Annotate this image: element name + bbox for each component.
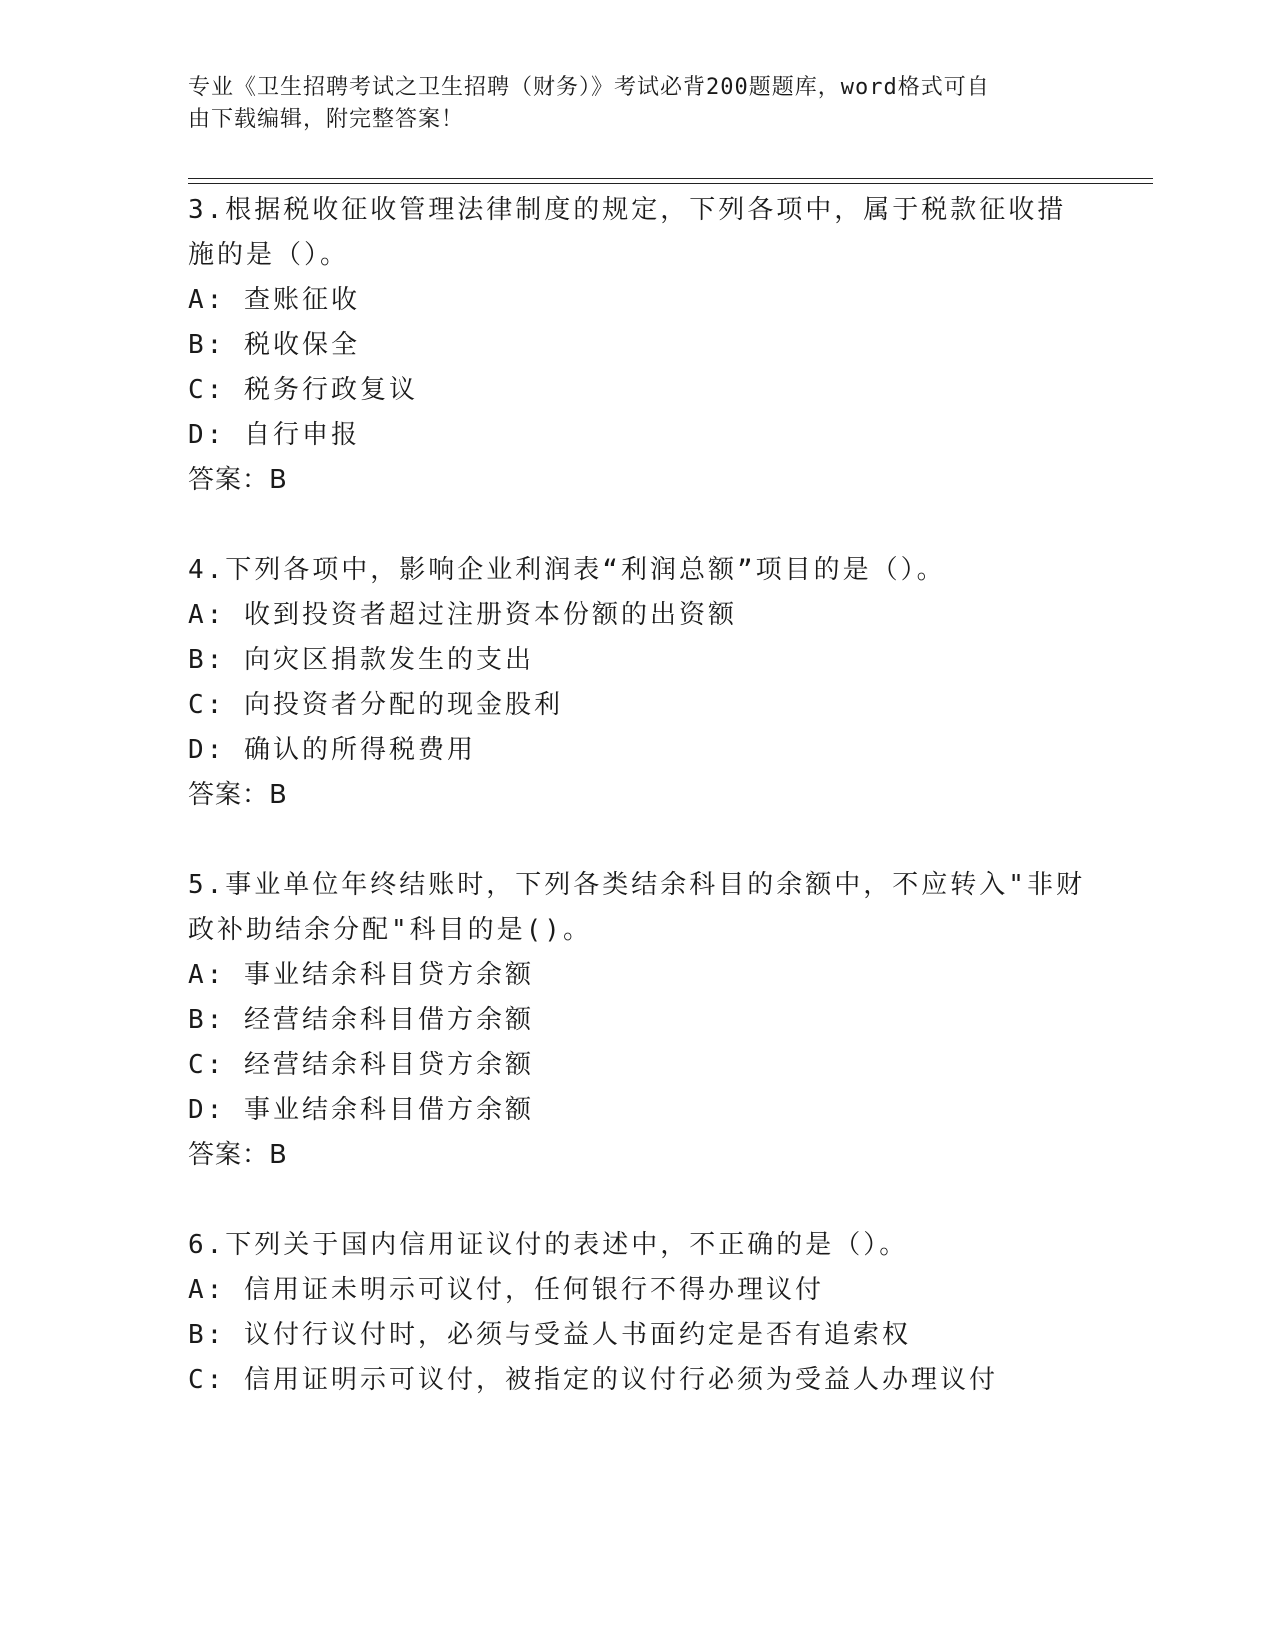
option-b: B: 经营结余科目借方余额 [188, 1005, 534, 1035]
option-b: B: 向灾区捐款发生的支出 [188, 645, 534, 675]
question-3 [188, 188, 1088, 503]
option-c: C: 信用证明示可议付，被指定的议付行必须为受益人办理议付 [188, 1365, 998, 1395]
option-b: B: 税收保全 [188, 330, 360, 360]
header-rule-bottom [188, 183, 1153, 184]
question-6 [188, 1223, 1088, 1403]
question-stem: 5.事业单位年终结账时，下列各类结余科目的余额中，不应转入"非财 [188, 870, 1085, 900]
option-a: A: 收到投资者超过注册资本份额的出资额 [188, 600, 737, 630]
question-stem-cont: 施的是（）。 [188, 240, 350, 270]
answer: 答案：B [188, 780, 288, 810]
header-rule-top [188, 178, 1153, 179]
question-5 [188, 863, 1088, 1178]
option-a: A: 查账征收 [188, 285, 360, 315]
option-d: D: 自行申报 [188, 420, 360, 450]
option-b: B: 议付行议付时，必须与受益人书面约定是否有追索权 [188, 1320, 911, 1350]
question-stem: 3.根据税收征收管理法律制度的规定，下列各项中，属于税款征收措 [188, 195, 1067, 225]
question-stem: 6.下列关于国内信用证议付的表述中，不正确的是（）。 [188, 1230, 909, 1260]
document-header [188, 72, 1068, 136]
question-stem: 4.下列各项中，影响企业利润表“利润总额”项目的是（）。 [188, 555, 946, 585]
answer: 答案：B [188, 1140, 288, 1170]
option-c: C: 向投资者分配的现金股利 [188, 690, 563, 720]
option-d: D: 确认的所得税费用 [188, 735, 476, 765]
option-c: C: 经营结余科目贷方余额 [188, 1050, 534, 1080]
header-line-2: 由下载编辑，附完整答案！ [188, 107, 465, 132]
option-a: A: 事业结余科目贷方余额 [188, 960, 534, 990]
option-a: A: 信用证未明示可议付，任何银行不得办理议付 [188, 1275, 824, 1305]
option-c: C: 税务行政复议 [188, 375, 418, 405]
option-d: D: 事业结余科目借方余额 [188, 1095, 534, 1125]
question-list [188, 188, 1088, 1448]
question-stem-cont: 政补助结余分配"科目的是()。 [188, 915, 592, 945]
header-line-1: 专业《卫生招聘考试之卫生招聘（财务）》考试必背200题题库，word格式可自 [188, 75, 990, 100]
answer: 答案：B [188, 465, 288, 495]
question-4 [188, 548, 1088, 818]
